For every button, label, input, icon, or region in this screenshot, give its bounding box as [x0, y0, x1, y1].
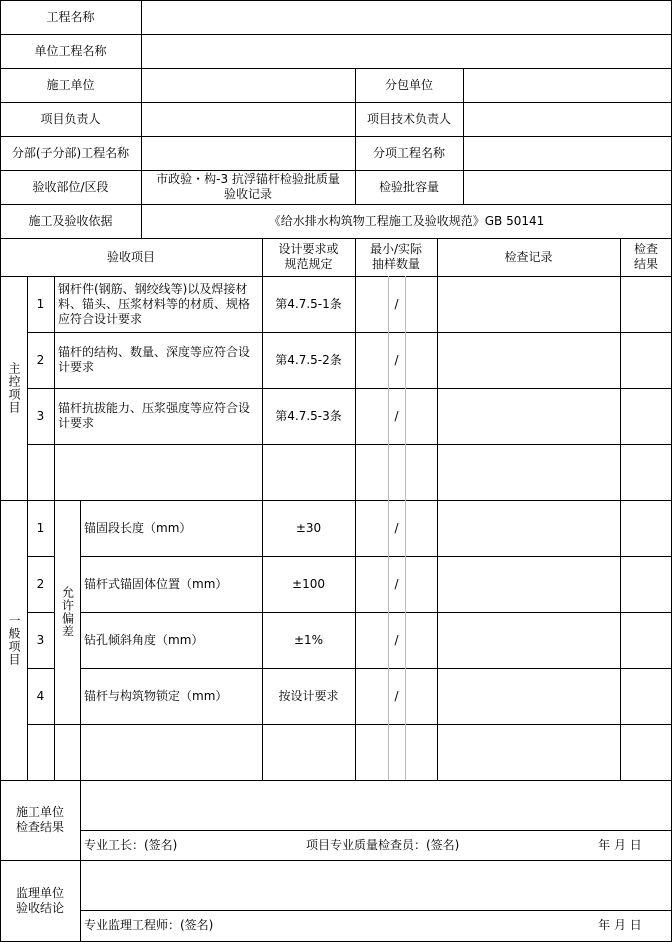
construction-unit-label: 施工单位	[46, 77, 95, 92]
column-sample: 最小/实际 抽样数量	[369, 242, 423, 271]
grid-line	[437, 238, 438, 780]
sample-quantity: /	[394, 352, 399, 367]
sample-quantity: /	[394, 520, 399, 535]
project-manager-label: 项目负责人	[40, 111, 101, 126]
tolerance-label: 允许偏差	[60, 586, 75, 638]
column-record: 检查记录	[504, 249, 553, 264]
grid-line	[0, 780, 672, 781]
grid-line	[355, 238, 356, 780]
sample-quantity: /	[394, 408, 399, 423]
foreman-signature: 专业工长：(签名)	[84, 837, 178, 852]
general-label: 一般项目	[7, 614, 21, 666]
acceptance-part-label: 验收部位/区段	[32, 179, 109, 194]
division-label: 分部(子分部)工程名称	[11, 145, 130, 160]
engineer-signature: 专业监理工程师：(签名)	[84, 918, 214, 932]
subcontract-unit-label: 分包单位	[384, 77, 433, 92]
item-number: 2	[36, 352, 45, 367]
check-date: 年 月 日	[598, 837, 642, 852]
column-result: 检查 结果	[633, 242, 658, 271]
supervision-date: 年 月 日	[598, 918, 642, 932]
construction-check-label: 施工单位 检查结果	[15, 805, 64, 834]
item-number: 1	[36, 296, 45, 311]
item-number: 1	[36, 520, 45, 535]
sample-quantity: /	[394, 688, 399, 703]
record-title: 市政验・构-3 抗浮锚杆检验批质量 验收记录	[156, 172, 340, 201]
basis-value: 《给水排水构筑物工程施工及验收规范》GB 50141	[268, 213, 545, 228]
design-requirement: ±100	[292, 576, 325, 591]
item-description: 钢杆件(钢筋、钢绞线等)以及焊接材料、锚头、压浆材料等的材质、规格应符合设计要求	[58, 281, 251, 326]
design-requirement: ±30	[295, 520, 322, 535]
grid-line	[405, 276, 406, 780]
grid-line	[463, 68, 464, 204]
design-requirement: ±1%	[293, 632, 324, 647]
item-description: 锚杆抗拔能力、压浆强度等应符合设计要求	[58, 401, 251, 430]
design-requirement: 第4.7.5-3条	[275, 408, 342, 423]
item-description: 锚杆式锚固体位置（mm）	[84, 576, 228, 591]
grid-line	[620, 238, 621, 780]
item-number: 4	[36, 688, 45, 703]
subitem-label: 分项工程名称	[372, 145, 445, 160]
sample-quantity: /	[394, 296, 399, 311]
item-description: 锚杆的结构、数量、深度等应符合设计要求	[58, 345, 251, 374]
batch-capacity-label: 检验批容量	[378, 179, 439, 194]
design-requirement: 第4.7.5-1条	[275, 296, 342, 311]
item-number: 3	[36, 408, 45, 423]
main-control-label: 主控项目	[7, 362, 21, 414]
grid-line	[27, 724, 672, 725]
unit-project-label: 单位工程名称	[34, 43, 107, 58]
item-description: 锚固段长度（mm）	[84, 520, 192, 535]
item-description: 锚杆与构筑物锁定（mm）	[84, 688, 228, 703]
inspector-signature: 项目专业质量检查员：(签名)	[306, 837, 460, 852]
item-number: 2	[36, 576, 45, 591]
column-item: 验收项目	[106, 249, 155, 264]
item-number: 3	[36, 632, 45, 647]
design-requirement: 按设计要求	[278, 688, 339, 703]
design-requirement: 第4.7.5-2条	[275, 352, 342, 367]
column-design: 设计要求或 规范规定	[278, 242, 339, 271]
grid-line	[0, 860, 672, 861]
sample-quantity: /	[394, 632, 399, 647]
grid-line	[27, 444, 672, 445]
project-name-label: 工程名称	[46, 9, 95, 24]
item-description: 钻孔倾斜角度（mm）	[84, 632, 204, 647]
supervision-label: 监理单位 验收结论	[15, 885, 64, 915]
basis-label: 施工及验收依据	[28, 213, 113, 228]
sample-quantity: /	[394, 576, 399, 591]
tech-manager-label: 项目技术负责人	[366, 111, 451, 126]
